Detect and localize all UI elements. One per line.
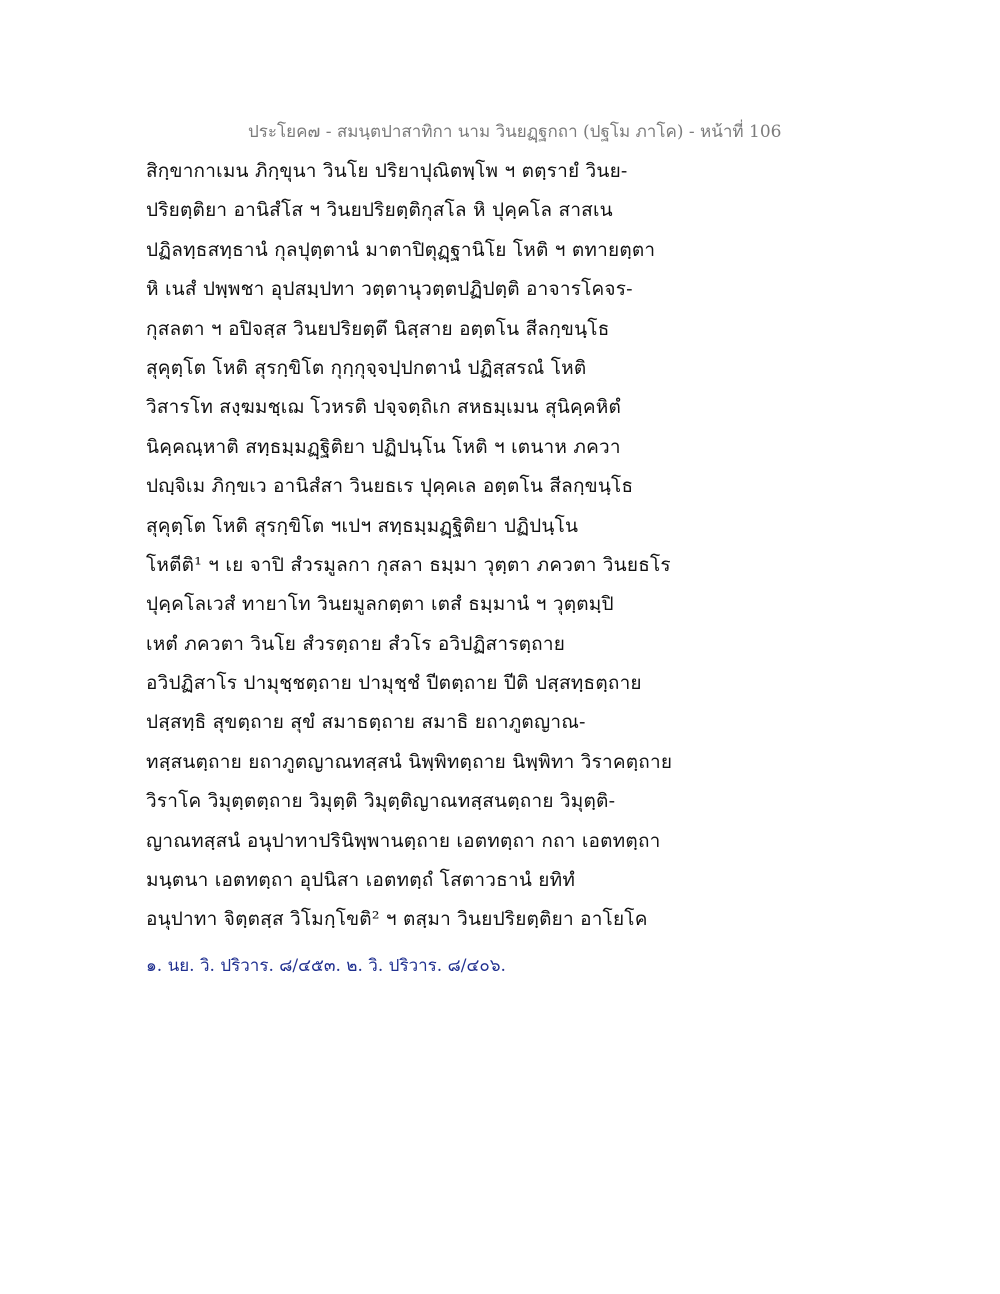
text-line: ปญฺจิเม ภิกฺขเว อานิสํสา วินยธเร ปุคฺคเล อตฺตโน สีลกฺขนฺโธ (146, 475, 634, 498)
text-line: ปริยตฺติยา อานิสํโส ฯ วินยปริยตฺติกุสโล หิ ปุคฺคโล สาสเน (146, 199, 613, 222)
text-line: ปฏิลทฺธสทฺธานํ กุลปุตฺตานํ มาตาปิตุฏฺฐานิโย โหติ ฯ ตทายตฺตา (146, 238, 656, 261)
text-line: นิคฺคณฺหาติ สทฺธมฺมฏฺฐิติยา ปฏิปนฺโน โหติ ฯ เตนาห ภควา (146, 435, 621, 458)
text-line: ญาณทสฺสนํ อนุปาทาปรินิพฺพานตฺถาย เอตทตฺถา กถา เอตทตฺถา (146, 829, 661, 852)
body-text (146, 152, 706, 940)
text-line: โหตีติ¹ ฯ เย จาปิ สํวรมูลกา กุสลา ธมฺมา วุตฺตา ภควตา วินยธโร (146, 553, 671, 576)
text-line: ปสฺสทฺธิ สุขตฺถาย สุขํ สมาธตฺถาย สมาธิ ยถาภูตญาณ- (146, 711, 586, 734)
text-line: วิราโค วิมุตฺตตฺถาย วิมุตฺติ วิมุตฺติญาณทสฺสนตฺถาย วิมุตฺติ- (146, 790, 616, 813)
footnote: ๑. นย. วิ. ปริวาร. ๘/๔๕๓. ๒. วิ. ปริวาร. ๘/๔๐๖. (146, 956, 506, 976)
text-line: เหตํ ภควตา วินโย สํวรตฺถาย สํวโร อวิปฏิสารตฺถาย (146, 632, 566, 655)
text-line: กุสลตา ฯ อปิจสฺส วินยปริยตฺตึ นิสฺสาย อตฺตโน สีลกฺขนฺโธ (146, 317, 610, 340)
text-line: หิ เนสํ ปพฺพชา อุปสมฺปทา วตฺตานุวตฺตปฏิปตฺติ อาจารโคจร- (146, 278, 633, 301)
text-line: อนุปาทา จิตฺตสฺส วิโมกฺโขติ² ฯ ตสฺมา วินยปริยตฺติยา อาโยโค (146, 908, 648, 931)
text-line: สุคุตฺโต โหติ สุรกฺขิโต ฯเปฯ สทฺธมฺมฏฺฐิติยา ปฏิปนฺโน (146, 514, 579, 537)
text-line: ทสฺสนตฺถาย ยถาภูตญาณทสฺสนํ นิพฺพิทตฺถาย นิพฺพิทา วิราคตฺถาย (146, 750, 673, 773)
text-line: ปุคฺคโลเวสํ ทายาโท วินยมูลกตฺตา เตสํ ธมฺมานํ ฯ วุตฺตมฺปิ (146, 593, 614, 616)
text-line: สิกฺขากาเมน ภิกฺขุนา วินโย ปริยาปุณิตพฺโพ ฯ ตตฺรายํ วินย- (146, 160, 628, 182)
text-line: มนฺตนา เอตทตฺถา อุปนิสา เอตทตฺถํ โสตาวธานํ ยทิทํ (146, 869, 576, 892)
page-header: ประโยค๗ - สมนฺตปาสาทิกา นาม วินยฏฺฐกถา (ปฐโม ภาโค) - หน้าที่ 106 (248, 122, 782, 142)
text-line: วิสารโท สงฺฆมชฺเฌ โวหรติ ปจฺจตฺถิเก สหธมฺเมน สุนิคฺคหิตํ (146, 396, 622, 419)
text-line: สุคุตฺโต โหติ สุรกฺขิโต กุกฺกุจฺจปฺปกตานํ ปฏิสฺสรณํ โหติ (146, 356, 587, 379)
text-line: อวิปฏิสาโร ปามุชฺชตฺถาย ปามุชฺชํ ปีตตฺถาย ปีติ ปสฺสทฺธตฺถาย (146, 672, 642, 695)
